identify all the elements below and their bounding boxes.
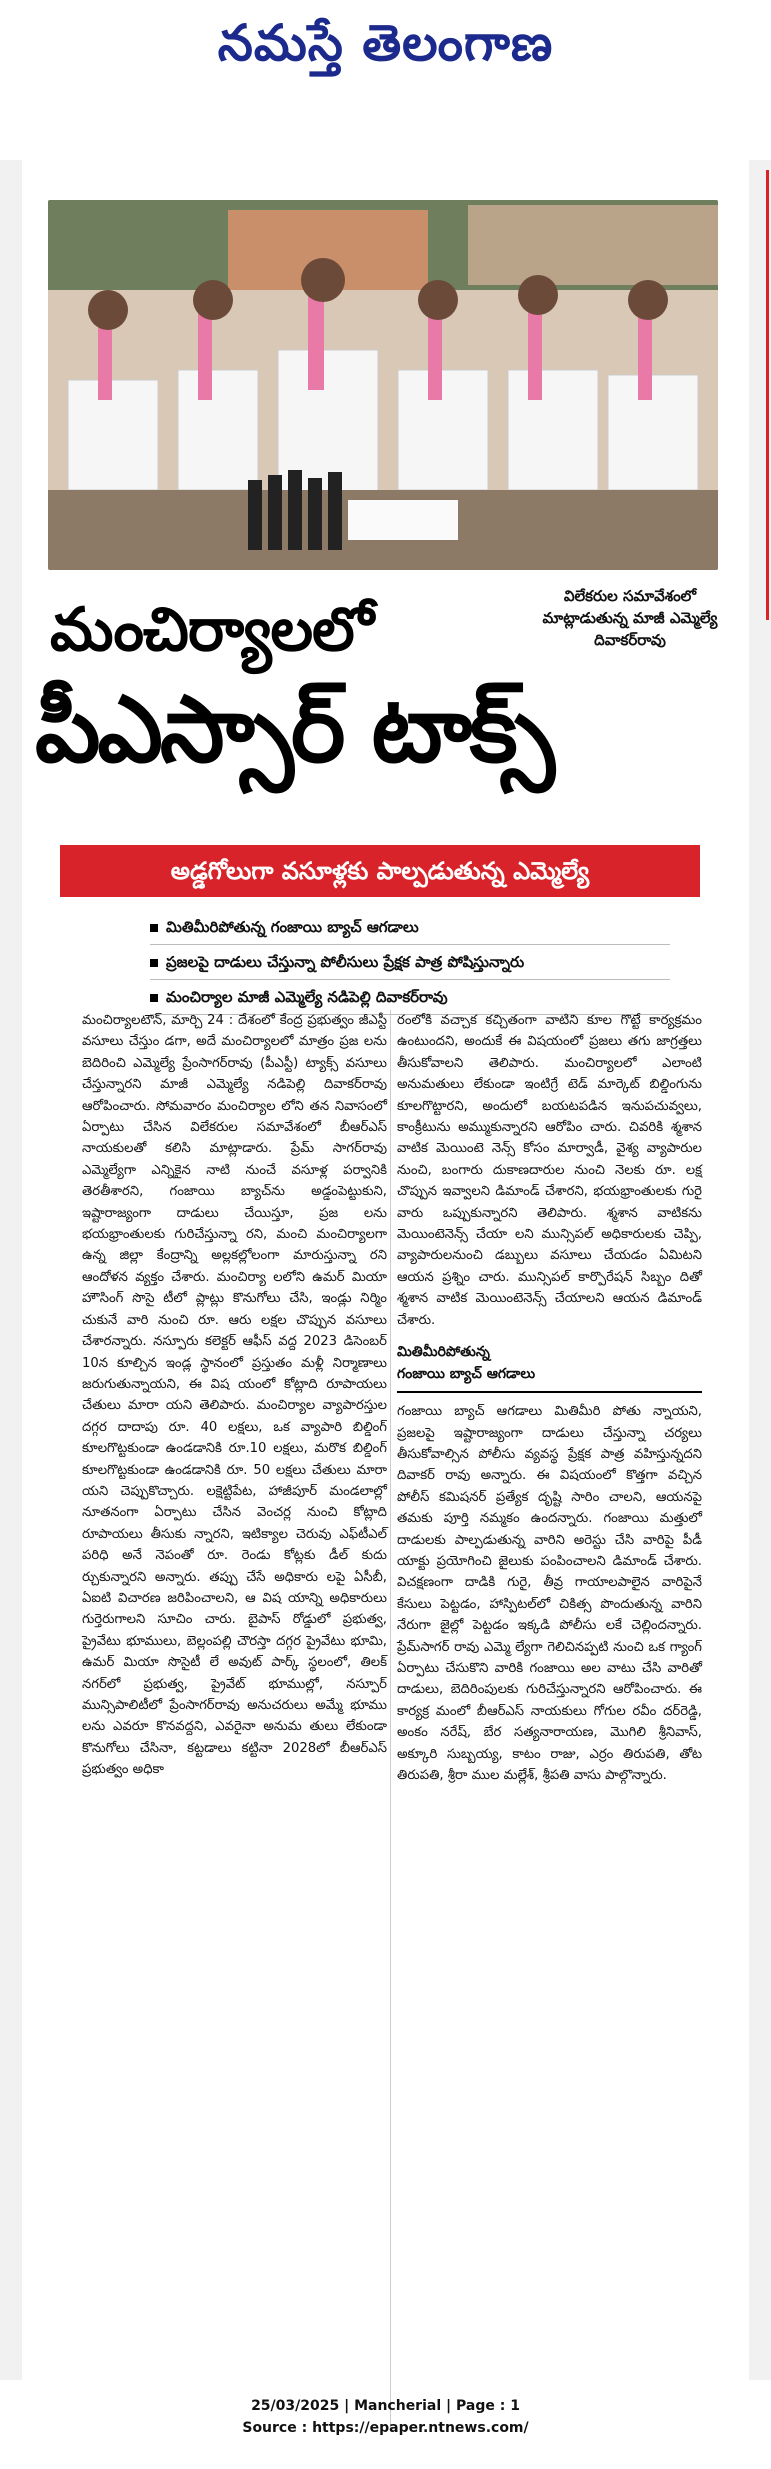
bullet-item: మితిమీరిపోతున్న గంజాయి బ్యాచ్ ఆగడాలు <box>150 910 670 945</box>
bullet-list <box>150 910 670 1015</box>
subhead-banner: అడ్డగోలుగా వసూళ్లకు పాల్పడుతున్న ఎమ్మెల్యే <box>60 845 700 897</box>
headline-line-1: మంచిర్యాలలో <box>50 595 373 665</box>
article-column-right <box>397 1010 702 1786</box>
subsection-heading: మితిమీరిపోతున్న గంజాయి బ్యాచ్ ఆగడాలు <box>397 1344 536 1383</box>
press-meet-photo <box>48 200 718 570</box>
bullet-item: ప్రజలపై దాడులు చేస్తున్నా పోలీసులు ప్రేక్షక పాత్ర పోషిస్తున్నారు <box>150 945 670 980</box>
headline-line-2: పీఎస్సార్ టాక్స్ <box>35 676 553 783</box>
article-column-left <box>82 1010 387 1781</box>
column-divider <box>390 1010 391 2430</box>
bullet-icon <box>150 959 158 967</box>
bullet-icon <box>150 994 158 1002</box>
masthead <box>0 8 771 78</box>
article-paragraph: గంజాయి బ్యాచ్ ఆగడాలు మితిమీరి పోతు న్నాయని, ప్రజలపై ఇష్టారాజ్యంగా దాడులు చేస్తున్నా చర్యలు తీసుకోవాల్సిన పోలీసు వ్యవస్థ ప్రేక్షక పాత్ర వహిస్తున్నదని దివాకర్ రావు అన్నారు. ఈ విషయంలో కొత్తగా వచ్చిన పోలీస్ కమిషనర్ ప్రత్యేక దృష్టి సారిం చాలని, ఆయనపై తమకు పూర్తి నమ్మకం ఉందన్నారు. గంజాయి మత్తులో దాడులకు పాల్పడుతున్న వారిని అరెస్టు చేసి వారిపై పీడీ యాక్టు ప్రయోగించి జైలుకు పంపించాలని డిమాండ్ చేశారు. విచక్షణంగా దాడికి గురై, తీవ్ర గాయాలపాలైన వారిపైనే కేసులు పెట్టడం, హాస్పిటల్‌లో చికిత్స పొందుతున్న వారిని నేరుగా జైల్లో పెట్టడం ఇక్కడి పోలీసు లకే చెల్లిందన్నారు. ప్రేమ్‌సాగర్ రావు ఎమ్మె ల్యేగా గెలిచినప్పటి నుంచి ఒక గ్యాంగ్ ఏర్పాటు చేసుకొని వారికి గంజాయి అల వాటు చేసి వారితో దాడులు, బెదిరింపులకు గురిచేస్తున్నారని ఆరోపించారు. ఈ కార్యక్ర మంలో బీఆర్‌ఎస్ నాయకులు గోగుల రవీం దర్‌రెడ్డి, అంకం నరేష్, బేర సత్యనారాయణ, మొగిలి శ్రీనివాస్, అక్కూరి సుబ్బయ్య, కాటం రాజు, ఎర్రం తిరుపతి, తోట తిరుపతి, శ్రీరా ముల మల్లేశ్, శ్రీపతి వాసు పాల్గొన్నారు. <box>397 1404 702 1783</box>
photo-caption: విలేకరుల సమావేశంలో మాట్లాడుతున్న మాజీ ఎమ్మెల్యే దివాకర్‌రావు <box>542 587 718 649</box>
footer-source: Source : https://epaper.ntnews.com/ <box>242 2420 529 2436</box>
bullet-item: మంచిర్యాల మాజీ ఎమ్మెల్యే నడిపెల్లి దివాకర్‌రావు <box>150 980 670 1015</box>
left-margin <box>0 160 22 2380</box>
article-paragraph: మంచిర్యాలటౌన్, మార్చి 24 : దేశంలో కేంద్ర ప్రభుత్వం జీఎస్టీ వసూలు చేస్తుం డగా, అదే మంచిర్యాలలో మాత్రం ప్రజ లను బెదిరించి ఎమ్మెల్యే ప్రేంసాగర్‌రావు (పీఎస్టీ) ట్యాక్స్ వసూలు చేస్తున్నారని మాజీ ఎమ్మెల్యే నడిపెల్లి దివాకర్‌రావు ఆరోపించారు. సోమవారం మంచిర్యాల లోని తన నివాసంలో ఏర్పాటు చేసిన విలేకరుల సమావేశంలో బీఆర్‌ఎస్ నాయకులతో కలిసి మాట్లాడారు. ప్రేమ్ సాగర్‌రావు ఎమ్మెల్యేగా ఎన్నికైన నాటి నుంచే వసూళ్ల పర్వానికి తెరతీశారని, గంజాయి బ్యాచ్‌ను అడ్డంపెట్టుకుని, ఇష్టారాజ్యంగా దాడులు చేయిస్తూ, ప్రజ లను భయభ్రాంతులకు గురిచేస్తున్నా రని, మంచి మంచిర్యాలగా ఉన్న జిల్లా కేంద్రాన్ని అల్లకల్లోలంగా మారుస్తున్నా రని ఆందోళన వ్యక్తం చేశారు. మంచిర్యా లలోని ఉమర్ మియా హౌసింగ్ సొసై టీలో ప్లాట్లు కొనుగోలు చేసి, ఇండ్లు నిర్మిం చుకునే వారి నుంచి రూ. ఆరు లక్షల చొప్పున వసూలు చేశారన్నారు. నస్పూరు కలెక్టర్ ఆఫీస్ వద్ద 2023 డిసెంబర్ 10న కూల్చిన ఇండ్ల స్థానంలో ప్రస్తుతం మళ్లీ నిర్మాణాలు జరుగుతున్నాయని, ఈ విష యంలో కోట్లాది రూపాయలు చేతులు మారా యని తెలిపారు. మంచిర్యాల వ్యాపారస్తుల దగ్గర దాదాపు రూ. 40 లక్షలు, ఒక వ్యాపారి బిల్డింగ్ కూలగొట్టకుండా ఉండడానికి రూ.10 లక్షలు, మరొక బిల్డింగ్ కూలగొట్టకుండా ఉండడానికి రూ. 50 లక్షలు చేతులు మారా యని చెప్పుకొచ్చారు. లక్షెట్టిపేట, హాజీపూర్ మండలాల్లో నూతనంగా ఏర్పాటు చేసిన వెంచర్ల నుంచి కోట్లాది రూపాయలు తీసుకు న్నారని, ఇటిక్యాల చెరువు ఎఫ్‌టీఎల్ పరిధి అనే నెపంతో రూ. రెండు కోట్లకు డీల్ కుదు ర్చుకున్నారని అన్నారు. తప్పు చేసే అధికారు లపై ఏసీబీ, ఏఐటి విచారణ జరిపించాలని, ఆ విష యాన్ని అధికారులు గుర్తెరుగాలని సూచిం చారు. బైపాస్ రోడ్డులో ప్రభుత్వ, ప్రైవేటు భూములు, బెల్లంపల్లి చౌరస్తా దగ్గర ప్రైవేటు భూమి, ఉమర్ మియా సొసైటీ లే అవుట్ పార్క్ స్థలంలో, తిలక్ నగర్‌లో ప్రభుత్వ, ప్రైవేట్ భూముల్లో, నస్పూర్ మున్సిపాలిటీలో ప్రేంసాగర్‌రావు అనుచరులు అమ్మే భూము లను ఎవరూ కొనవద్దని, ఎవరైనా అనుమ తులు లేకుండా కొనుగోలు చేసినా, కట్టడాలు కట్టినా 2028లో బీఆర్‌ఎస్ ప్రభుత్వం అధికా <box>82 1013 387 1778</box>
footer-dateline: 25/03/2025 | Mancherial | Page : 1 <box>251 2398 520 2414</box>
article-paragraph: రంలోకి వచ్చాక కచ్చితంగా వాటిని కూల గొట్టే కార్యక్రమం ఉంటుందని, అందుకే ఈ విషయంలో ప్రజలు తగు జాగ్రత్తలు తీసుకోవాలని తెలిపారు. మంచిర్యాలలో ఎలాంటి అనుమతులు లేకుండా ఇంటిగ్రే టెడ్ మార్కెట్ బిల్డింగును కూలగొట్టారని, అందులో బయటపడిన ఇనుపచువ్వలు, కాంక్రీటును అమ్ముకున్నారని ఆరోపిం చారు. చివరికి శ్మశాన వాటిక మెయింటె నెన్స్ కోసం మార్వాడీ, వైశ్య వ్యాపారుల నుంచి, బంగారు దుకాణదారుల నుంచి నెలకు రూ. లక్ష చొప్పున ఇవ్వాలని డిమాండ్ చేశారని, భయభ్రాంతులకు గురై వారు ఒప్పుకున్నారని తెలిపారు. శ్మశాన వాటికను మెయింటెనెన్స్ చేయా లని మున్సిపల్ అధికారులకు చెప్పి, వ్యాపారులనుంచి డబ్బులు వసూలు చేయడం ఏమిటని ఆయన ప్రశ్నిం చారు. మున్సిపల్ కార్పొరేషన్ సిబ్బం దితో శ్మశాన వాటిక మెయింటెనెన్స్ చేయాలని ఆయన డిమాండ్ చేశారు. <box>397 1013 702 1328</box>
page-footer <box>0 2395 771 2439</box>
bullet-icon <box>150 924 158 932</box>
red-margin-line <box>766 170 769 620</box>
newspaper-logo: నమస్తే తెలంగాణ <box>217 13 554 72</box>
subsection-rule <box>397 1391 702 1393</box>
